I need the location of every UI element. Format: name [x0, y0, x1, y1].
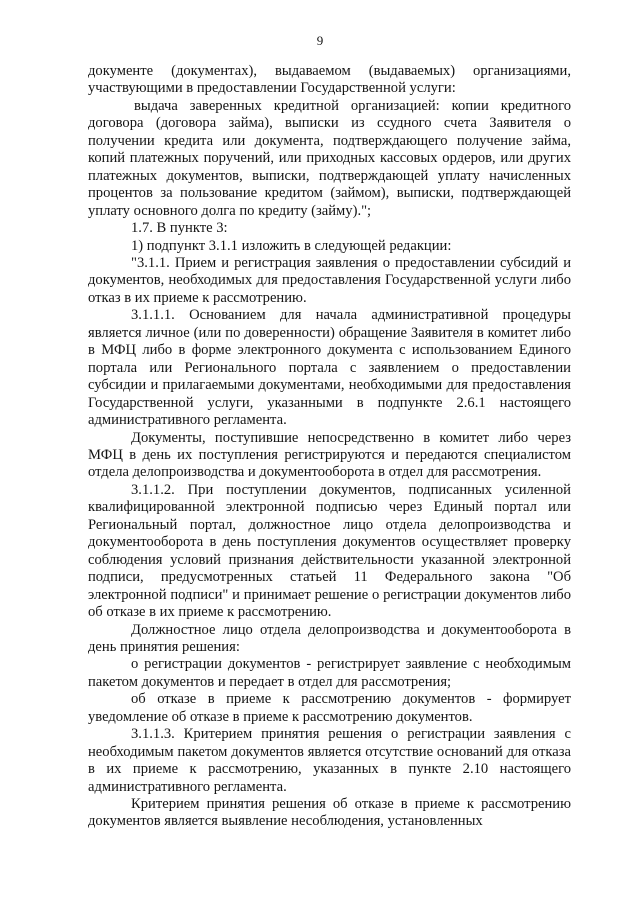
document-body [88, 63, 571, 831]
paragraph-credit-documents: выдача заверенных кредитной организацией: копии кредитного договора (договора займа), выписки из ссудного счета Заявителя о получении кредита или документа, подтверждающего получение займа, копий платежных поручений, или приходных кассовых ордеров, или других платежных документов, выписки, подтверждающей уплату начисленных процентов за пользование кредитом (займом), выписки, подтверждающей уплату основного долга по кредиту (займу)."; [88, 97, 571, 219]
paragraph-3-1-1-2: 3.1.1.2. При поступлении документов, подписанных усиленной квалифицированной электронной подписью через Единый портал или Региональный портал, должностное лицо отдела делопроизводства и документооборота в день поступления документов осуществляет проверку соблюдения условий признания действительности указанной электронной подписи, предусмотренных статьей 11 Федерального закона "Об электронной подписи" и принимает решение о регистрации документов либо об отказе в их приеме к рассмотрению. [88, 481, 571, 621]
paragraph-refusal-criterion: Критерием принятия решения об отказе в приеме к рассмотрению документов является выявление несоблюдения, установленных [88, 796, 571, 830]
paragraph-official-decision: Должностное лицо отдела делопроизводства и документооборота в день принятия решения: [88, 621, 571, 655]
paragraph-subitem-1: 1) подпункт 3.1.1 изложить в следующей редакции: [131, 237, 452, 254]
paragraph-3-1-1: "3.1.1. Прием и регистрация заявления о предоставлении субсидий и документов, необходимых для предоставления Государственной услуги либо отказ в их приеме к рассмотрению. [88, 254, 571, 306]
paragraph-item-1-7: 1.7. В пункте 3: [131, 220, 228, 237]
paragraph-continuation: документе (документах), выдаваемом (выдаваемых) организациями, участвующими в предоставлении Государственной услуги: [88, 63, 571, 97]
paragraph-documents-received: Документы, поступившие непосредственно в комитет либо через МФЦ в день их поступления регистрируются и передаются специалистом отдела делопроизводства и документооборота в отдел для рассмотрения. [88, 429, 571, 481]
paragraph-on-registration: о регистрации документов - регистрирует заявление с необходимым пакетом документов и передает в отдел для рассмотрения; [88, 656, 571, 690]
page-number: 9 [316, 33, 324, 48]
paragraph-3-1-1-1: 3.1.1.1. Основанием для начала административной процедуры является личное (или по доверенности) обращение Заявителя в комитет либо в МФЦ либо в форме электронного документа с использованием Единого портала или Регионального портала с заявлением о предоставлении субсидии и прилагаемыми документами, необходимыми для предоставления Государственной услуги, указанными в подпункте 2.6.1 настоящего административного регламента. [88, 307, 571, 429]
paragraph-on-refusal: об отказе в приеме к рассмотрению документов - формирует уведомление об отказе в приеме к рассмотрению документов. [88, 691, 571, 725]
paragraph-3-1-1-3: 3.1.1.3. Критерием принятия решения о регистрации заявления с необходимым пакетом документов является отсутствие оснований для отказа в их приеме к рассмотрению, указанных в пункте 2.10 настоящего административного регламента. [88, 726, 571, 795]
